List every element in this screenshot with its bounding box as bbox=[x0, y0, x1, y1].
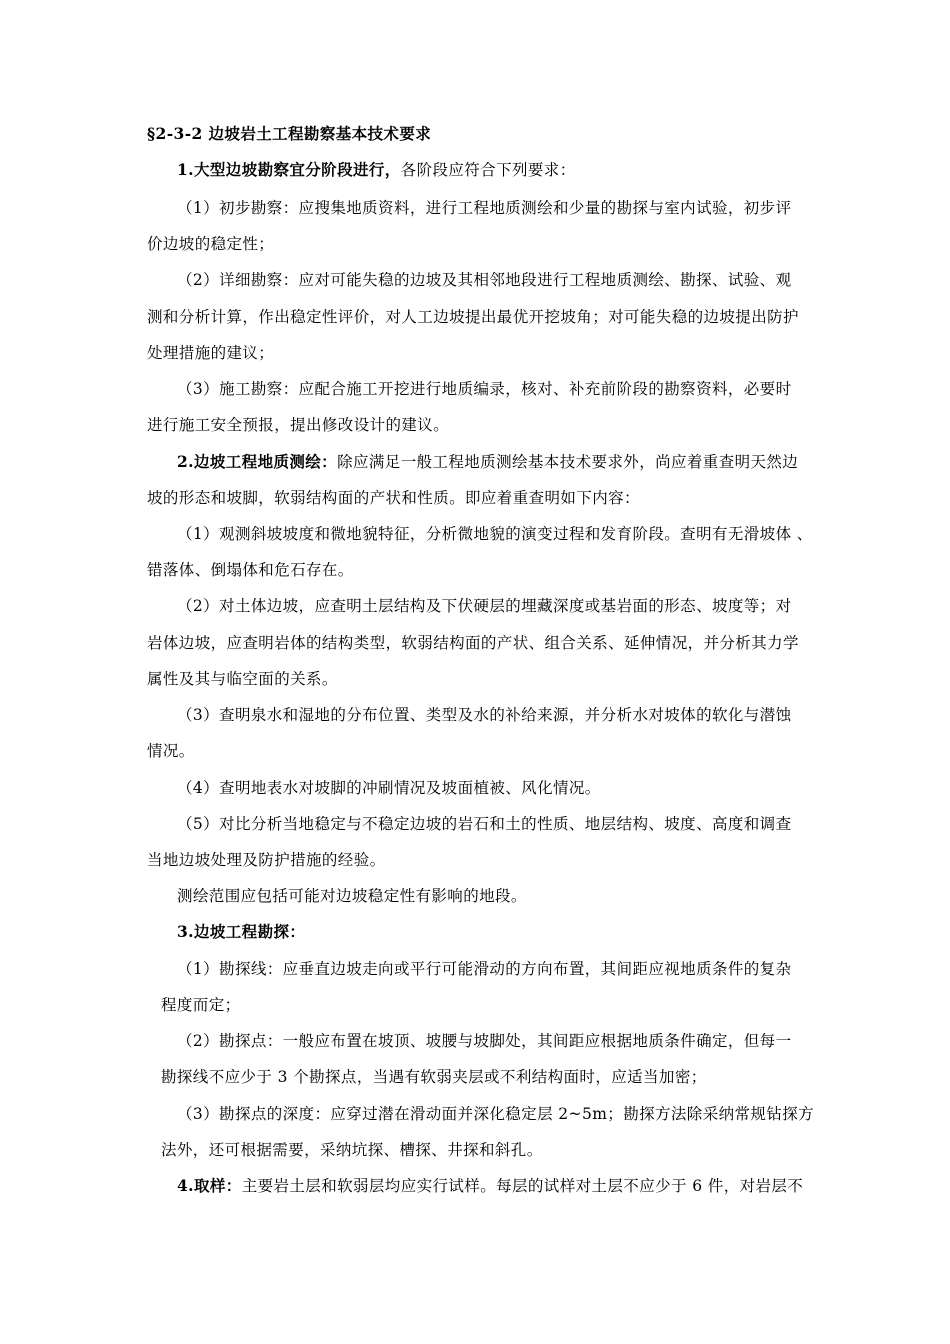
item1-sub2-line3: 处理措施的建议； bbox=[147, 344, 275, 362]
item3-heading bbox=[177, 922, 305, 942]
item1-text: 各阶段应符合下列要求： bbox=[400, 161, 576, 179]
item2-sub4-line1: （4）查明地表水对坡脚的冲刷情况及坡面植被、风化情况。 bbox=[177, 779, 601, 797]
item1-title: 1.大型边坡勘察宜分阶段进行， bbox=[177, 160, 401, 179]
item3-title: 3.边坡工程勘探： bbox=[177, 922, 306, 941]
item2-sub2-line2: 岩体边坡，应查明岩体的结构类型，软弱结构面的产状、组合关系、延伸情况，并分析其力学 bbox=[147, 634, 799, 652]
item1-heading bbox=[177, 160, 576, 180]
item2-heading bbox=[177, 452, 798, 472]
item2-sub5-line1: （5）对比分析当地稳定与不稳定边坡的岩石和土的性质、地层结构、坡度、高度和调查 bbox=[177, 815, 792, 833]
item2-sub3-line2: 情况。 bbox=[147, 742, 195, 760]
item4-heading bbox=[177, 1176, 803, 1196]
section-heading: §2-3-2 边坡岩土工程勘察基本技术要求 bbox=[147, 124, 432, 143]
item2-sub1-line1: （1）观测斜坡坡度和微地貌特征，分析微地貌的演变过程和发育阶段。查明有无滑坡体 、 bbox=[177, 525, 813, 543]
item2-sub5-line2: 当地边坡处理及防护措施的经验。 bbox=[147, 851, 386, 869]
item3-sub2-line2: 勘探线不应少于 3 个勘探点，当遇有软弱夹层或不利结构面时，应适当加密； bbox=[161, 1068, 707, 1086]
item3-sub1-line2: 程度而定； bbox=[161, 996, 241, 1014]
item3-sub3-line1: （3）勘探点的深度：应穿过潜在滑动面并深化稳定层 2~5m；勘探方法除采纳常规钻探方 bbox=[177, 1105, 814, 1123]
item2-sub1-line2: 错落体、倒塌体和危石存在。 bbox=[147, 561, 354, 579]
item1-sub3-line2: 进行施工安全预报，提出修改设计的建议。 bbox=[147, 416, 450, 434]
item3-sub3-line2: 法外，还可根据需要，采纳坑探、槽探、井探和斜孔。 bbox=[161, 1141, 543, 1159]
item3-sub2-line1: （2）勘探点：一般应布置在坡顶、坡腰与坡脚处，其间距应根据地质条件确定，但每一 bbox=[177, 1032, 792, 1050]
item2-sub3-line1: （3）查明泉水和湿地的分布位置、类型及水的补给来源，并分析水对坡体的软化与潜蚀 bbox=[177, 706, 792, 724]
item2-text-line1: 除应满足一般工程地质测绘基本技术要求外，尚应着重查明天然边 bbox=[337, 453, 799, 471]
item1-sub1-line1: （1）初步勘察：应搜集地质资料，进行工程地质测绘和少量的勘探与室内试验，初步评 bbox=[177, 199, 792, 217]
item1-sub1-line2: 价边坡的稳定性； bbox=[147, 235, 275, 253]
item1-sub2-line2: 测和分析计算，作出稳定性评价，对人工边坡提出最优开挖坡角；对可能失稳的边坡提出防护 bbox=[147, 308, 799, 326]
item2-sub2-line1: （2）对土体边坡，应查明土层结构及下伏硬层的埋藏深度或基岩面的形态、坡度等；对 bbox=[177, 597, 792, 615]
item2-sub2-line3: 属性及其与临空面的关系。 bbox=[147, 670, 338, 688]
item2-text-line2: 坡的形态和坡脚，软弱结构面的产状和性质。即应着重查明如下内容： bbox=[147, 489, 640, 507]
item4-title: 4.取样： bbox=[177, 1176, 242, 1195]
item2-note: 测绘范围应包括可能对边坡稳定性有影响的地段。 bbox=[177, 887, 527, 905]
item3-sub1-line1: （1）勘探线：应垂直边坡走向或平行可能滑动的方向布置，其间距应视地质条件的复杂 bbox=[177, 960, 792, 978]
item2-title: 2.边坡工程地质测绘： bbox=[177, 452, 338, 471]
item4-text-line1: 主要岩土层和软弱层均应实行试样。每层的试样对土层不应少于 6 件，对岩层不 bbox=[241, 1177, 804, 1195]
item1-sub3-line1: （3）施工勘察：应配合施工开挖进行地质编录，核对、补充前阶段的勘察资料，必要时 bbox=[177, 380, 792, 398]
item1-sub2-line1: （2）详细勘察：应对可能失稳的边坡及其相邻地段进行工程地质测绘、勘探、试验、观 bbox=[177, 271, 792, 289]
